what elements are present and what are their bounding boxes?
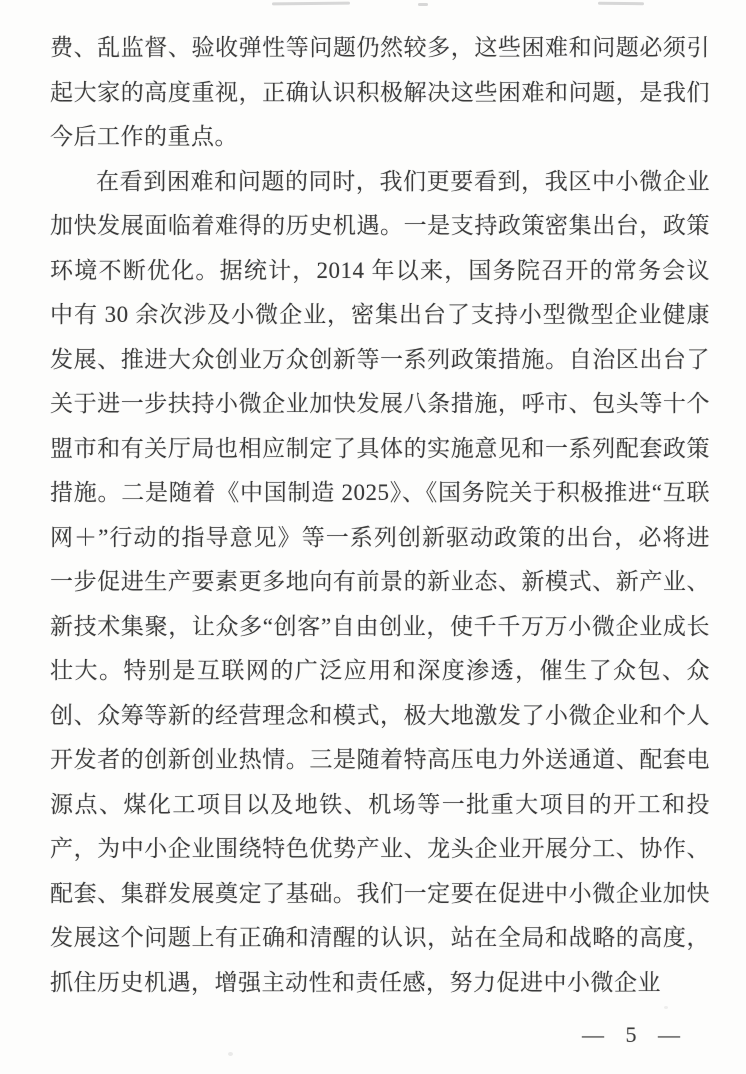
scan-artifact [272,2,350,6]
paragraph-opportunities: 在看到困难和问题的同时，我们更要看到，我区中小微企业加快发展面临着难得的历史机遇。一是支持政策密集出台，政策环境不断优化。据统计，2014 年以来，国务院召开的常务会议中有 30 余次涉及小微企业，密集出台了支持小型微型企业健康发展、推进大众创业万众创新等一系列政策措施。自治区出台了关于进一步扶持小微企业加快发展八条措施，呼市、包头等十个盟市和有关厅局也相应制定了具体的实施意见和一系列配套政策措施。二是随着《中国制造 2025》、《国务院关于积极推进“互联网＋”行动的指导意见》等一系列创新驱动政策的出台，必将进一步促进生产要素更多地向有前景的新业态、新模式、新产业、新技术集聚，让众多“创客”自由创业，使千千万万小微企业成长壮大。特别是互联网的广泛应用和深度渗透，催生了众包、众创、众筹等新的经营理念和模式，极大地激发了小微企业和个人开发者的创新创业热情。三是随着特高压电力外送通道、配套电源点、煤化工项目以及地铁、机场等一批重大项目的开工和投产，为中小企业围绕特色优势产业、龙头企业开展分工、协作、配套、集群发展奠定了基础。我们一定要在促进中小微企业加快发展这个问题上有正确和清醒的认识，站在全局和战略的高度，抓住历史机遇，增强主动性和责任感，努力促进中小微企业 [50,168,710,995]
scan-artifact [598,2,644,5]
scan-artifact [664,1006,668,1009]
scan-artifact [228,1052,233,1056]
page-body-text [50,26,710,1005]
paragraph-continuation: 费、乱监督、验收弹性等问题仍然较多，这些困难和问题必须引起大家的高度重视，正确认识积极解决这些困难和问题，是我们今后工作的重点。 [50,35,710,149]
page-number: — 5 — [582,1022,682,1047]
scan-artifact [418,3,428,6]
